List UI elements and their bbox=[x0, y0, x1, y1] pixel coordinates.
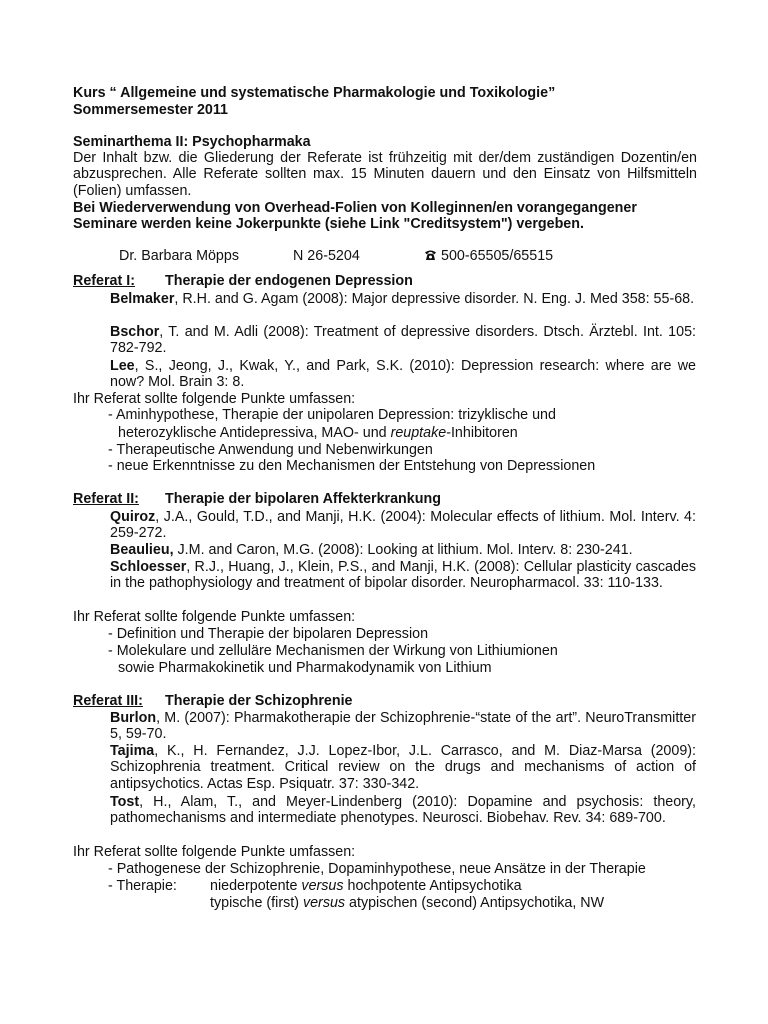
reference-entry bbox=[110, 358, 696, 391]
reference-text: , H., Alam, T., and Meyer-Lindenberg (2010): Dopamine and psychosis: theory, pathomechanisms and intermediate phenotypes. Neurosci. Biobehav. Rev. 34: 689-700. bbox=[110, 794, 696, 827]
point-item bbox=[210, 895, 604, 911]
point-item-continued: sowie Pharmakokinetik und Pharmakodynamik von Lithium bbox=[118, 660, 492, 676]
reference-author: Tost bbox=[110, 794, 140, 810]
point-text-italic: versus bbox=[302, 895, 346, 911]
reference-text: , R.H. and G. Agam (2008): Major depressive disorder. N. Eng. J. Med 358: 55-68. bbox=[174, 291, 695, 307]
point-text: niederpotente bbox=[210, 878, 302, 894]
point-item: - Aminhypothese, Therapie der unipolaren Depression: trizyklische und bbox=[108, 407, 556, 423]
point-item: - Definition und Therapie der bipolaren Depression bbox=[108, 626, 429, 642]
reference-author: Tajima bbox=[110, 743, 155, 759]
points-intro: Ihr Referat sollte folgende Punkte umfassen: bbox=[73, 844, 356, 860]
referat-3-title: Therapie der Schizophrenie bbox=[165, 693, 353, 709]
reference-entry bbox=[110, 794, 696, 827]
reference-text: , K., H. Fernandez, J.J. Lopez-Ibor, J.L. Carrasco, and M. Diaz-Marsa (2009): Schizophrenia treatment. Critical review on the drugs and mechanisms of action of antipsychotics. Actas Esp. Psiquatr. 37: 330-342. bbox=[110, 743, 696, 792]
contact-room: N 26-5204 bbox=[293, 248, 360, 264]
point-item: - Molekulare und zelluläre Mechanismen der Wirkung von Lithiumionen bbox=[108, 643, 558, 659]
point-item: - Therapeutische Anwendung und Nebenwirkungen bbox=[108, 442, 433, 458]
point-text-italic: reuptake bbox=[390, 425, 447, 441]
point-text: -Inhibitoren bbox=[446, 425, 518, 441]
reference-text: , J.A., Gould, T.D., and Manji, H.K. (2004): Molecular effects of lithium. Mol. Interv. 4: 259-272. bbox=[110, 509, 696, 542]
reference-text: , S., Jeong, J., Kwak, Y., and Park, S.K. (2010): Depression research: where are we now? Mol. Brain 3: 8. bbox=[110, 358, 696, 391]
semester: Sommersemester 2011 bbox=[73, 102, 228, 118]
points-intro: Ihr Referat sollte folgende Punkte umfassen: bbox=[73, 391, 356, 407]
reference-entry bbox=[110, 710, 696, 743]
reference-entry bbox=[110, 542, 696, 558]
point-text: hochpotente Antipsychotika bbox=[343, 878, 522, 894]
reference-author: Burlon bbox=[110, 710, 157, 726]
referat-3-label: Referat III: bbox=[73, 693, 143, 709]
reference-entry bbox=[110, 509, 696, 542]
reference-entry bbox=[110, 743, 696, 792]
contact-phone: 500-65505/65515 bbox=[441, 248, 554, 264]
points-intro: Ihr Referat sollte folgende Punkte umfassen: bbox=[73, 609, 356, 625]
reference-author: Bschor bbox=[110, 324, 160, 340]
reference-entry bbox=[110, 291, 696, 307]
reference-text: , T. and M. Adli (2008): Treatment of depressive disorders. Dtsch. Ärztebl. Int. 105: 782-792. bbox=[110, 324, 696, 357]
reference-author: Beaulieu, bbox=[110, 542, 174, 558]
contact-name: Dr. Barbara Möpps bbox=[119, 248, 239, 264]
referat-1-label: Referat I: bbox=[73, 273, 135, 289]
course-title: Kurs “ Allgemeine und systematische Pharmakologie und Toxikologie” bbox=[73, 85, 556, 101]
point-text: heterozyklische Antidepressiva, MAO- und bbox=[118, 425, 391, 441]
point-item: - Pathogenese der Schizophrenie, Dopaminhypothese, neue Ansätze in der Therapie bbox=[108, 861, 646, 877]
reference-author: Lee bbox=[110, 358, 135, 374]
reference-text: , M. (2007): Pharmakotherapie der Schizophrenie-“state of the art”. NeuroTransmitter 5, 59-70. bbox=[110, 710, 696, 743]
reference-author: Quiroz bbox=[110, 509, 156, 525]
referat-2-title: Therapie der bipolaren Affekterkrankung bbox=[165, 491, 441, 507]
seminar-warning-line2: Seminare werden keine Jokerpunkte (siehe Link "Creditsystem") vergeben. bbox=[73, 216, 584, 232]
point-item-label: - Therapie: bbox=[108, 878, 177, 894]
reference-entry bbox=[110, 559, 696, 592]
point-item: - neue Erkenntnisse zu den Mechanismen der Entstehung von Depressionen bbox=[108, 458, 596, 474]
point-item bbox=[210, 878, 522, 894]
referat-2-label: Referat II: bbox=[73, 491, 139, 507]
referat-3-heading bbox=[73, 693, 353, 709]
reference-author: Schloesser bbox=[110, 559, 187, 575]
reference-text: , R.J., Huang, J., Klein, P.S., and Manji, H.K. (2008): Cellular plasticity cascades in the pathophysiology and treatment of bipolar disorder. Neuropharmacol. 33: 110-133. bbox=[110, 559, 696, 592]
point-text: atypischen (second) Antipsychotika, NW bbox=[345, 895, 605, 911]
seminar-intro: Der Inhalt bzw. die Gliederung der Referate ist frühzeitig mit der/dem zuständigen Dozentin/en abzusprechen. Alle Referate sollten max. 15 Minuten dauern und den Einsatz von Hilfsmitteln (Folien) umfassen. bbox=[73, 150, 697, 199]
reference-author: Belmaker bbox=[110, 291, 175, 307]
referat-2-heading bbox=[73, 491, 441, 507]
seminar-warning-line1: Bei Wiederverwendung von Overhead-Folien von Kolleginnen/en vorangegangener bbox=[73, 200, 637, 216]
telephone-icon bbox=[424, 248, 437, 264]
reference-text: J.M. and Caron, M.G. (2008): Looking at lithium. Mol. Interv. 8: 230-241. bbox=[173, 542, 633, 558]
point-text-italic: versus bbox=[301, 878, 344, 894]
seminar-title: Seminarthema II: Psychopharmaka bbox=[73, 134, 311, 150]
referat-1-heading bbox=[73, 273, 413, 289]
reference-entry bbox=[110, 324, 696, 357]
referat-1-title: Therapie der endogenen Depression bbox=[165, 273, 413, 289]
point-text: typische (first) bbox=[210, 895, 303, 911]
point-item-continued bbox=[108, 425, 518, 441]
